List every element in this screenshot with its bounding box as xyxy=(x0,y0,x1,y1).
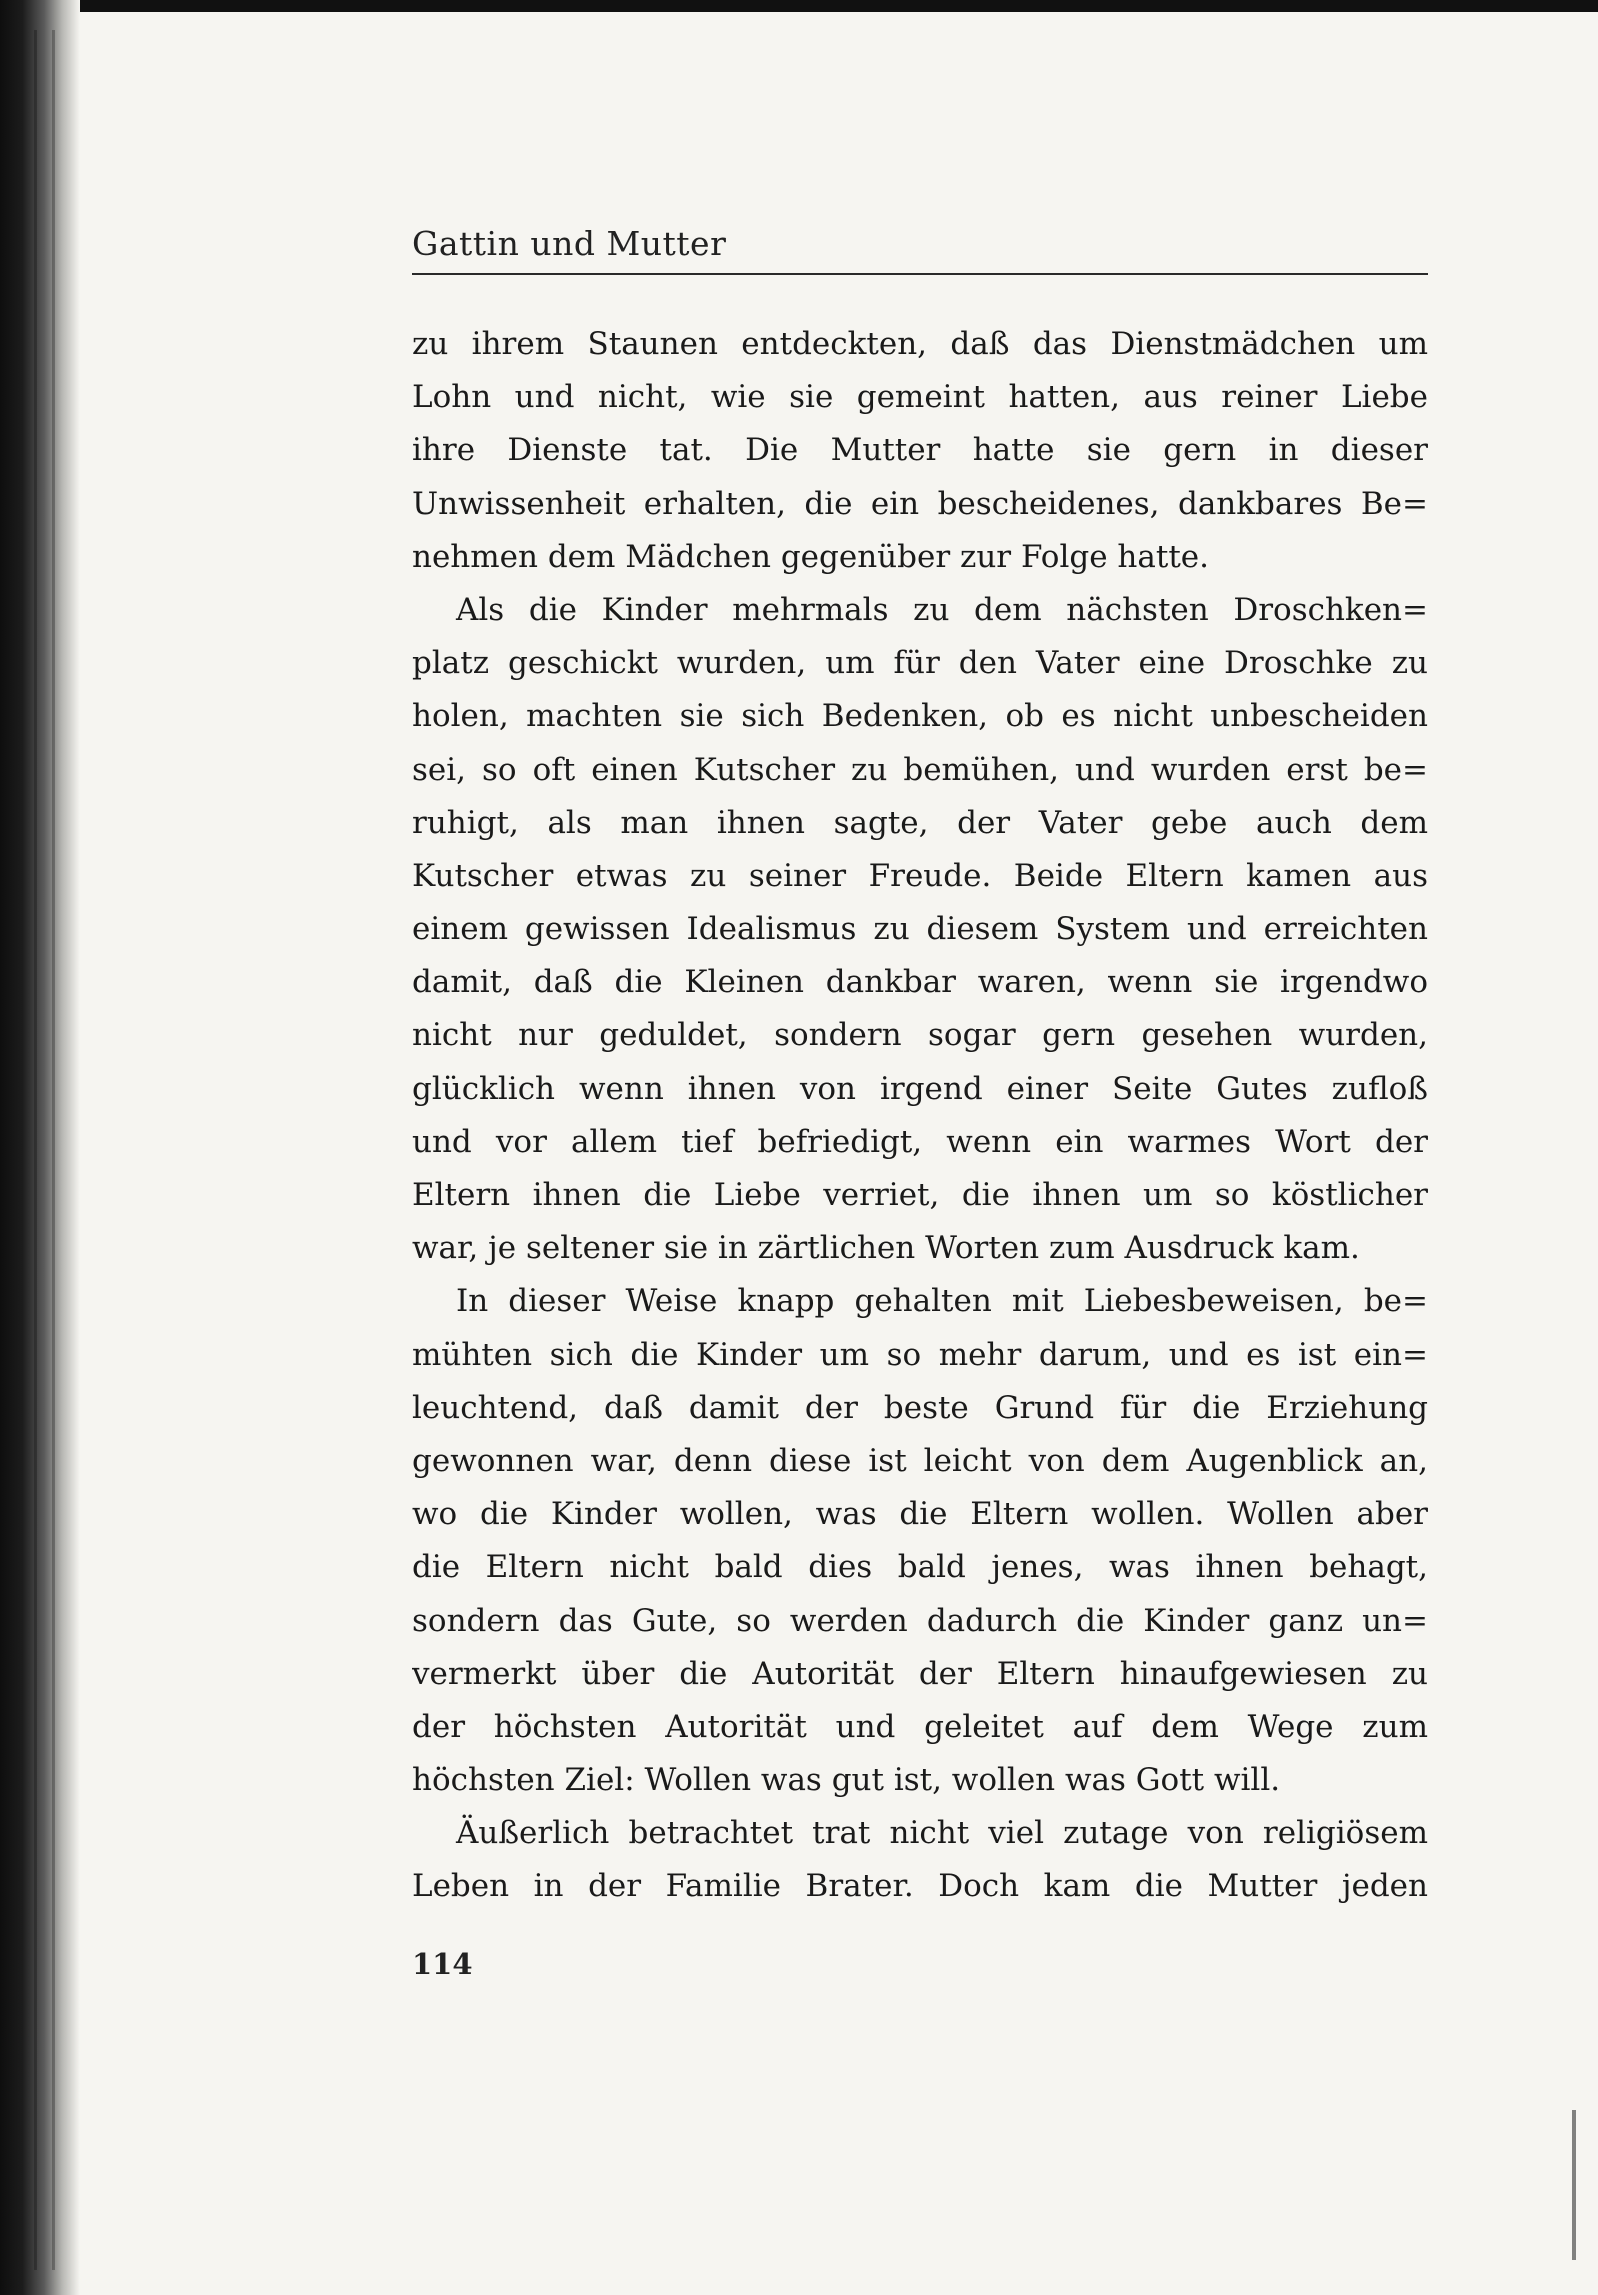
text-line: Als die Kinder mehrmals zu dem nächsten Droschken= xyxy=(456,591,1428,628)
text-line: Äußerlich betrachtet trat nicht viel zutage von religiösem xyxy=(456,1815,1428,1852)
text-line: einem gewissen Idealismus zu diesem System und erreichten xyxy=(412,911,1428,948)
text-line: war, je seltener sie in zärtlichen Worten zum Ausdruck kam. xyxy=(412,1230,1360,1267)
text-line: wo die Kinder wollen, was die Eltern wollen. Wollen aber xyxy=(412,1496,1428,1533)
running-head-rule xyxy=(412,273,1428,275)
text-line: höchsten Ziel: Wollen was gut ist, wollen was Gott will. xyxy=(412,1762,1281,1799)
text-line: Unwissenheit erhalten, die ein bescheidenes, dankbares Be= xyxy=(412,485,1428,522)
text-line: platz geschickt wurden, um für den Vater eine Droschke zu xyxy=(412,645,1428,682)
page-number: 114 xyxy=(412,1947,473,1981)
binding-line xyxy=(52,30,55,2270)
text-line: vermerkt über die Autorität der Eltern hinaufgewiesen zu xyxy=(412,1655,1428,1692)
text-line: mühten sich die Kinder um so mehr darum, und es ist ein= xyxy=(412,1336,1428,1373)
text-line: sondern das Gute, so werden dadurch die Kinder ganz un= xyxy=(412,1602,1428,1639)
text-line: die Eltern nicht bald dies bald jenes, was ihnen behagt, xyxy=(412,1549,1428,1586)
text-line: zu ihrem Staunen entdeckten, daß das Dienstmädchen um xyxy=(412,326,1428,362)
text-line: In dieser Weise knapp gehalten mit Liebesbeweisen, be= xyxy=(456,1283,1428,1320)
text-line: nicht nur geduldet, sondern sogar gern gesehen wurden, xyxy=(412,1017,1428,1054)
text-line: ihre Dienste tat. Die Mutter hatte sie gern in dieser xyxy=(412,432,1428,469)
text-line: der höchsten Autorität und geleitet auf dem Wege zum xyxy=(412,1708,1428,1745)
text-line: und vor allem tief befriedigt, wenn ein warmes Wort der xyxy=(412,1123,1428,1160)
text-line: ruhigt, als man ihnen sagte, der Vater gebe auch dem xyxy=(412,804,1428,841)
text-line: damit, daß die Kleinen dankbar waren, wenn sie irgendwo xyxy=(412,964,1428,1001)
text-line: sei, so oft einen Kutscher zu bemühen, und wurden erst be= xyxy=(412,751,1428,788)
binding-line xyxy=(34,30,37,2270)
text-line: Leben in der Familie Brater. Doch kam die Mutter jeden xyxy=(412,1868,1428,1905)
page-edge-mark xyxy=(1572,2110,1576,2260)
book-binding-shadow xyxy=(0,0,80,2295)
text-line: nehmen dem Mädchen gegenüber zur Folge hatte. xyxy=(412,538,1209,575)
text-line: glücklich wenn ihnen von irgend einer Seite Gutes zufloß xyxy=(412,1070,1428,1107)
page-top-edge xyxy=(0,0,1598,12)
text-line: gewonnen war, denn diese ist leicht von dem Augenblick an, xyxy=(412,1442,1428,1479)
text-line: Lohn und nicht, wie sie gemeint hatten, aus reiner Liebe xyxy=(412,379,1428,416)
text-line: holen, machten sie sich Bedenken, ob es nicht unbescheiden xyxy=(412,698,1428,735)
running-head: Gattin und Mutter xyxy=(412,224,727,263)
text-line: Kutscher etwas zu seiner Freude. Beide Eltern kamen aus xyxy=(412,857,1428,894)
body-text xyxy=(412,318,1428,1914)
text-line: leuchtend, daß damit der beste Grund für die Erziehung xyxy=(412,1389,1428,1426)
text-line: Eltern ihnen die Liebe verriet, die ihnen um so köstlicher xyxy=(412,1177,1428,1213)
